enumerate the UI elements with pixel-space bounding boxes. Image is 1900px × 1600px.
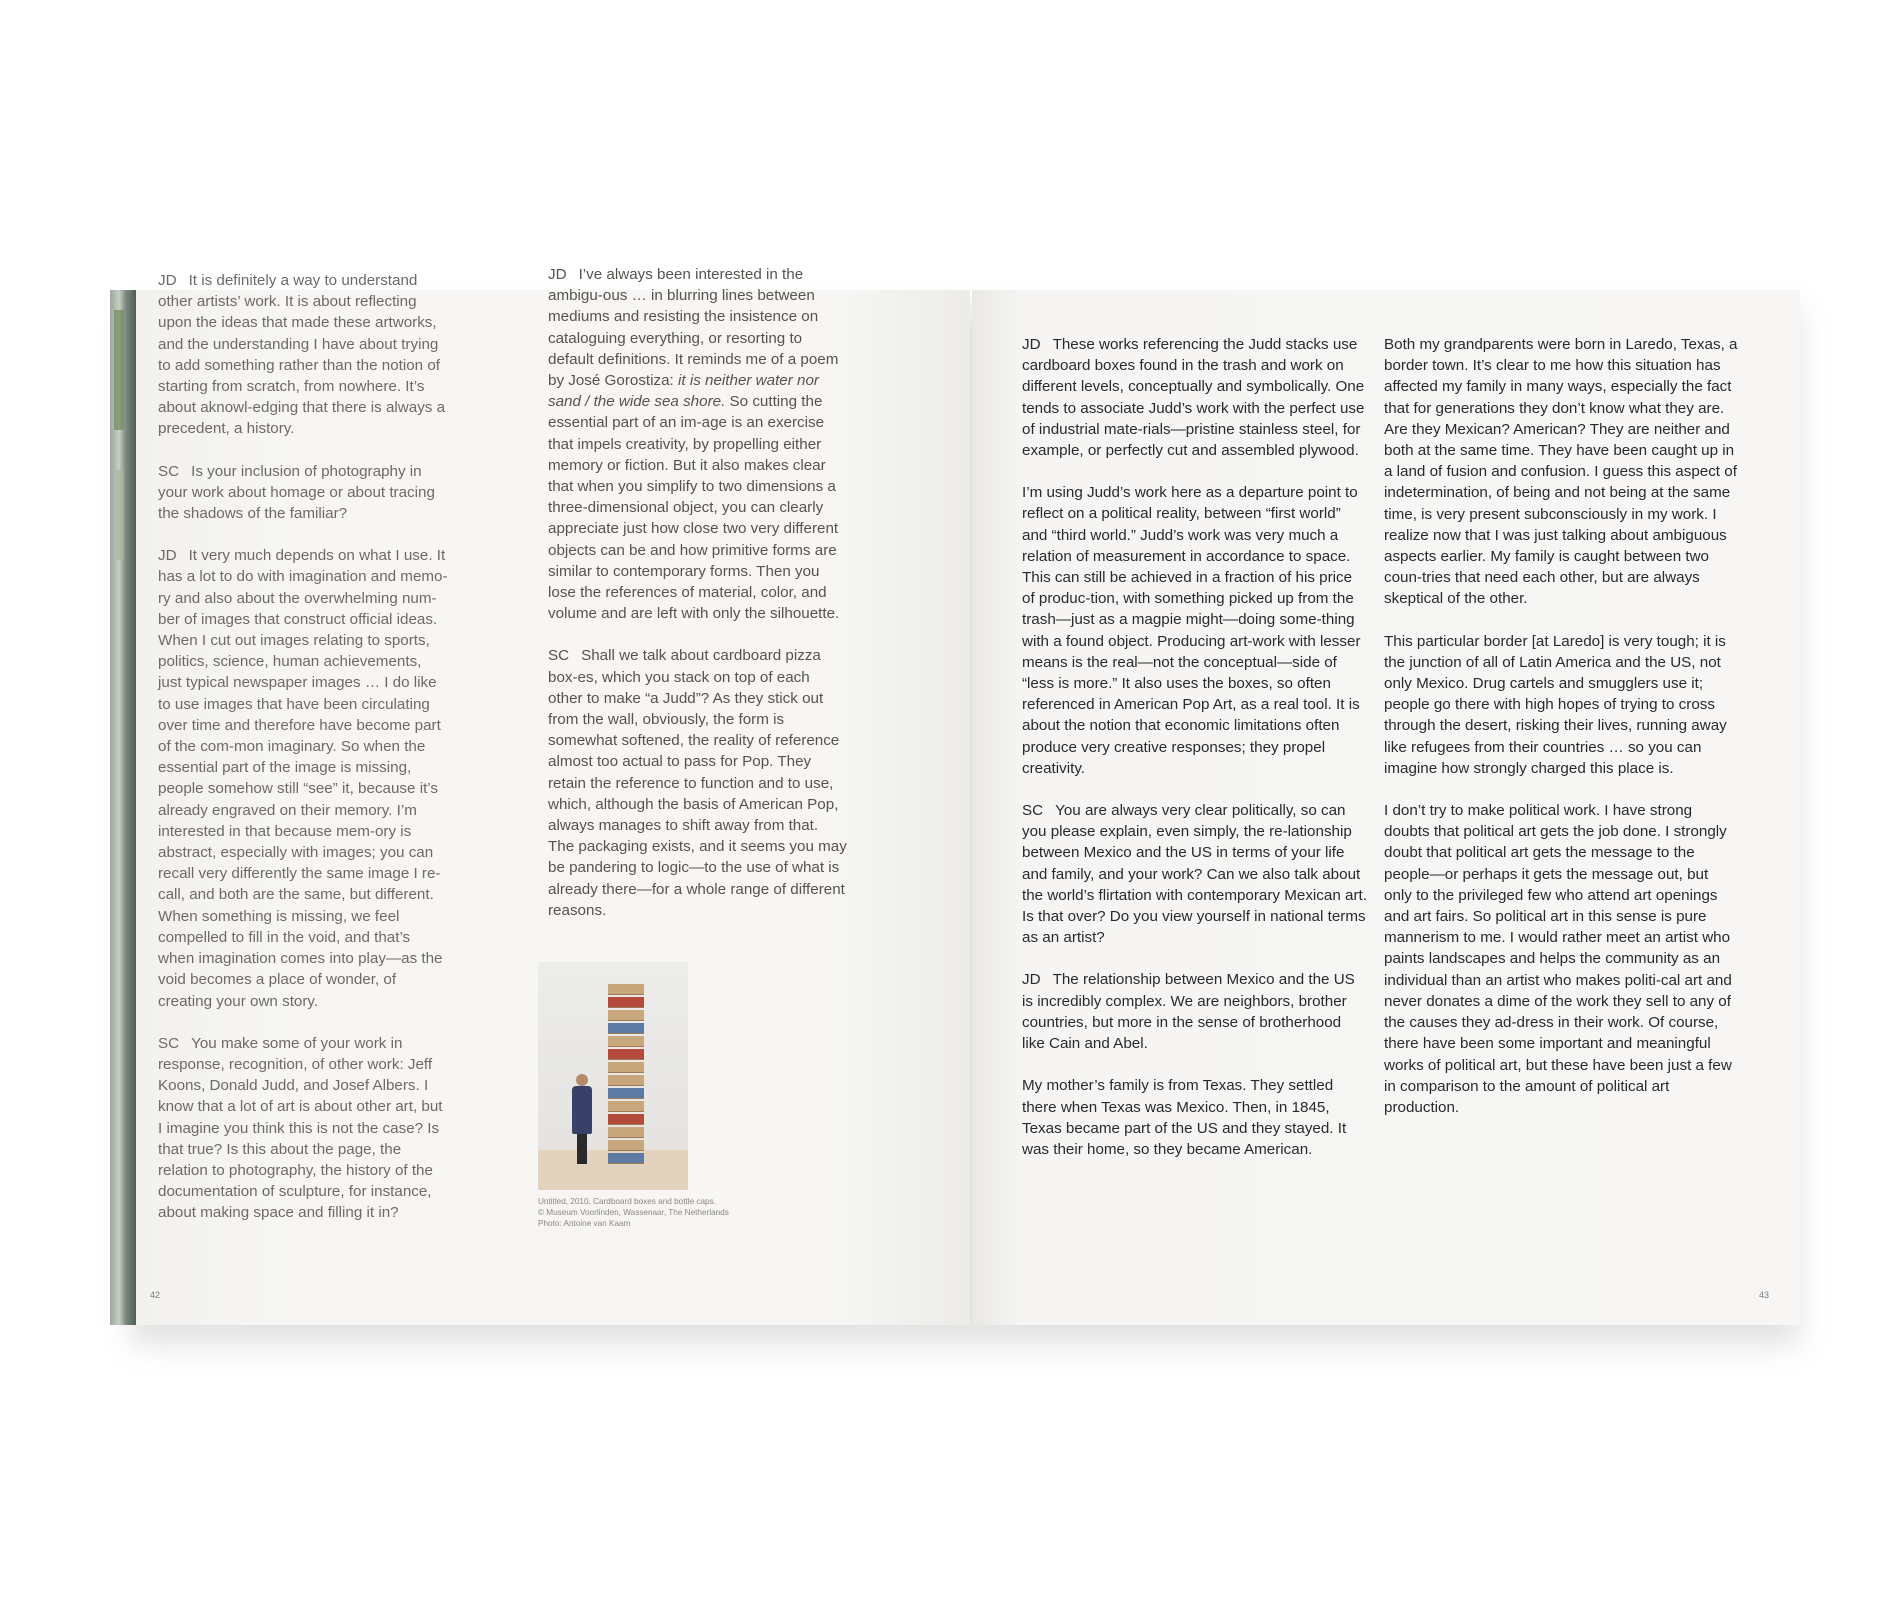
- page-number: 42: [150, 1290, 161, 1300]
- paragraph-text: The relationship between Mexico and the US is incredibly complex. We are neighbors, brother countries, but more in the sense of brotherhood like Cain and Abel.: [1022, 971, 1355, 1053]
- speaker-label: JD: [158, 547, 177, 565]
- paragraph-text: I’m using Judd’s work here as a departure point to reflect on a political reality, between “first world” and “third world.” Judd’s work was very much a relation of measurement in accordance to space. This can still be achieved in a fraction of his price of produc-tion, with something picked up from the trash—just as a magpie might—doing some-thing with a found object. Producing art-work with lesser means is the real—not the conceptual—side of “less is more.” It also uses the boxes, so often referenced in American Pop Art, as a real tool. It is about the notion that economic limitations often produce very creative responses; they propel creativity.: [1022, 484, 1361, 777]
- right-page: [972, 290, 1800, 1325]
- paragraph-text: You are always very clear politically, so can you please explain, even simply, the re-lationship between Mexico and the US in terms of your life and family, and your work? Can we also talk about the world’s flirtation with contemporary Mexican art. Is that over? Do you view yourself in national terms as an artist?: [1022, 802, 1367, 947]
- caption-line: © Museum Voorlinden, Wassenaar, The Netherlands: [538, 1208, 729, 1217]
- paragraph: [158, 545, 448, 1011]
- paragraph: [1384, 800, 1738, 1118]
- paragraph-text: My mother’s family is from Texas. They settled there when Texas was Mexico. Then, in 1845, Texas became part of the US and they stayed. It was their home, so they became American.: [1022, 1077, 1347, 1158]
- paragraph-text: This particular border [at Laredo] is very tough; it is the junction of all of Latin America and the US, not only Mexico. Drug cartels and smugglers use it; people go there with high hopes of trying to cross through the desert, risking their lives, running away like refugees from their countries … so you can imagine how strongly charged this place is.: [1384, 632, 1727, 777]
- speaker-label: SC: [1022, 802, 1044, 820]
- paragraph: [548, 264, 848, 624]
- photo-caption: [538, 1196, 758, 1229]
- right-column-2: [1384, 334, 1738, 1139]
- speaker-label: JD: [1022, 971, 1041, 989]
- paragraph: [1022, 334, 1367, 461]
- artwork-photo: [538, 962, 688, 1190]
- left-column-2: [548, 264, 848, 942]
- speaker-label: SC: [548, 647, 570, 665]
- paragraph: [158, 270, 448, 440]
- paragraph: [1022, 800, 1367, 948]
- caption-line: Photo: Antoine van Kaam: [538, 1219, 631, 1228]
- paragraph-text: Both my grandparents were born in Laredo, Texas, a border town. It’s clear to me how this situation has affected my family in many ways, especially the fact that for generations they don’t know what they are. Are they Mexican? American? They are neither and both at the same time. They have been caught up in a land of fusion and confusion. I guess this aspect of indetermination, of being and not being at the same time, is very present subconsciously in my work. I realize now that I was just talking about ambiguous aspects earlier. My family is caught between two coun-tries that need each other, but are always skeptical of the other.: [1384, 336, 1738, 608]
- paragraph-text: So cutting the essential part of an im-age is an exercise that impels creativity, by propelling either memory or fiction. But it also makes clear that when you simplify to two dimensions a three-dimensional object, you can clearly appreciate just how close two very different objects can be and how primitive forms are similar to contemporary forms. Then you lose the references of material, color, and volume and are left with only the silhouette.: [548, 393, 840, 623]
- left-page: [110, 266, 970, 1325]
- paragraph: [548, 645, 848, 921]
- speaker-label: JD: [1022, 336, 1041, 353]
- speaker-label: SC: [158, 1034, 180, 1052]
- open-book: [110, 266, 1800, 1340]
- paragraph-text: It very much depends on what I use. It has a lot to do with imagination and memo-ry and also about the overwhelming num-ber of images that construct official ideas. When I cut out images relating to sports, politics, science, human achievements, just typical newspaper images … I do like to use images that have been circulating over time and therefore have become part of the com-mon imaginary. So when the essential part of the image is missing, people somehow still “see” it, because it’s already engraved on their memory. I’m interested in that because mem-ory is abstract, especially with images; you can recall very differently the same image I re-call, and both are the same, but different. When something is missing, we feel compelled to fill in the void, and that’s when imagination comes into play—as the void becomes a place of wonder, of creating your own story.: [158, 547, 448, 1010]
- paragraph-text: I don’t try to make political work. I have strong doubts that political art gets the job done. I strongly doubt that political art gets the message to the people—or perhaps it gets the message out, but only to the privileged few who attend art openings and art fairs. So political art in this sense is pure mannerism to me. I would rather meet an artist who paints landscapes and helps the community as an individual than an artist who makes politi-cal art and never donates a dime of the work they sell to any of the causes they ad-dress in their work. Of course, there have been some important and meaningful works of political art, but these have been just a few in comparison to the amount of political art production.: [1384, 802, 1732, 1116]
- poem-quote: it is neither water nor sand / the wide sea shore.: [548, 372, 819, 411]
- speaker-label: SC: [158, 462, 180, 480]
- paragraph-text: These works referencing the Judd stacks use cardboard boxes found in the trash and work on different levels, conceptually and symbolically. One tends to associate Judd’s work with the perfect use of industrial mate-rials—pristine stainless steel, for example, or perfectly cut and assembled plywood.: [1022, 336, 1365, 460]
- paragraph: [1022, 1075, 1367, 1160]
- speaker-label: JD: [158, 272, 177, 289]
- paragraph-text: It is definitely a way to understand other artists’ work. It is about reflecting upon the ideas that made these artworks, and the understanding I have about trying to add something rather than the notion of starting from scratch, from nowhere. It’s about aknowl-edging that there is always a precedent, a history.: [158, 272, 446, 438]
- speaker-label: JD: [548, 266, 567, 283]
- paragraph: [1022, 969, 1367, 1054]
- paragraph-text: Shall we talk about cardboard pizza box-es, which you stack on top of each other to make “a Judd”? As they stick out from the wall, obviously, the form is somewhat softened, the reality of reference almost too actual to pass for Pop. They retain the reference to function and to use, which, although the basis of American Pop, always manages to shift away from that. The packaging exists, and it seems you may be pandering to logic—to the use of what is already there—for a whole range of different reasons.: [548, 647, 847, 919]
- paragraph: [1384, 631, 1738, 779]
- caption-line: Untitled, 2010. Cardboard boxes and bottle caps.: [538, 1197, 716, 1206]
- box-stack-sculpture: [608, 984, 644, 1156]
- left-column-1: [158, 270, 448, 1245]
- page-number: 43: [1759, 1290, 1770, 1300]
- visitor-figure: [572, 1074, 592, 1170]
- paragraph-text: You make some of your work in response, recognition, of other work: Jeff Koons, Donald Judd, and Josef Albers. I know that a lot of art is about other art, but I imagine you think this is not the case? Is that true? Is this about the page, the relation to photography, the history of the documentation of sculpture, for instance, about making space and filling it in?: [158, 1034, 443, 1222]
- paragraph-text: I’ve always been interested in the ambigu-ous … in blurring lines between mediums and resisting the insistence on cataloguing everything, or resorting to default definitions. It reminds me of a poem by José Gorostiza:: [548, 266, 839, 390]
- page-edge-photo-strip: [110, 290, 136, 1325]
- paragraph: [158, 1033, 448, 1224]
- paragraph: [1384, 334, 1738, 610]
- paragraph: [158, 461, 448, 525]
- right-column-1: [1022, 334, 1367, 1181]
- paragraph: [1022, 482, 1367, 779]
- paragraph-text: Is your inclusion of photography in your work about homage or about tracing the shadows of the familiar?: [158, 462, 435, 523]
